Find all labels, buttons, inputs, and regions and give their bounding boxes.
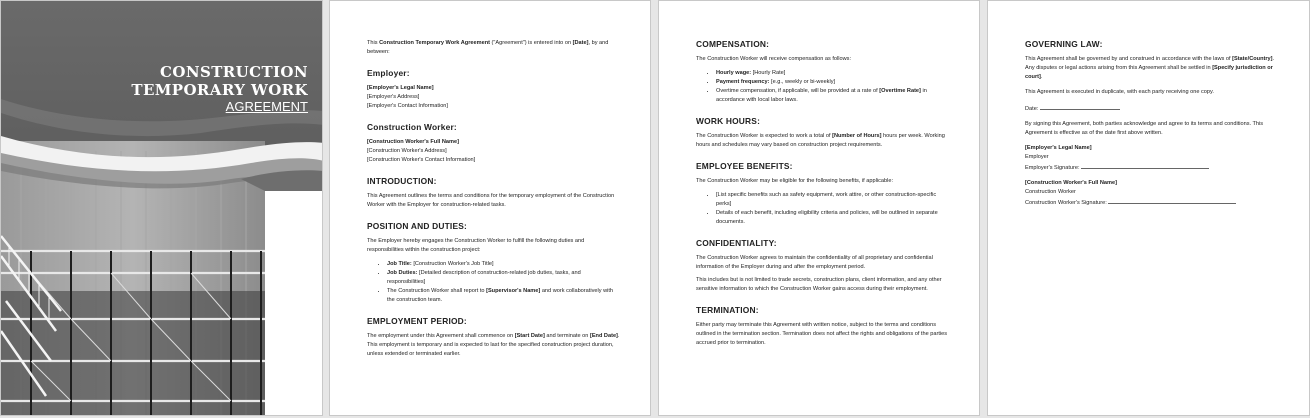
benefits-list: [696, 191, 949, 227]
compensation-text: The Construction Worker will receive compensation as follows:: [696, 56, 852, 62]
work-hours-text: The Construction Worker is expected to work a total of [Number of Hours] hours per week. Working hours and schedules may vary based on construction project requirements.: [696, 133, 945, 148]
list-item: • Overtime compensation, if applicable, will be provided at a rate of [Overtime Rate] in accordance with local labor laws.: [716, 87, 949, 105]
employer-name: [Employer's Legal Name]: [367, 85, 434, 91]
list-item: • The Construction Worker shall report to [Supervisor's Name] and work collaboratively with the construction team.: [387, 287, 620, 305]
list-item: • Job Duties: [Detailed description of construction-related job duties, tasks, and responsibilities]: [387, 269, 620, 287]
employer-block: [367, 84, 620, 111]
duplicate-text: This Agreement is executed in duplicate, with each party receiving one copy.: [1025, 89, 1214, 95]
position-heading: POSITION AND DUTIES:: [367, 221, 468, 231]
worker-block: [367, 138, 620, 165]
list-item: • Job Title: [Construction Worker's Job Title]: [387, 260, 620, 269]
worker-address: [Construction Worker's Address]: [367, 148, 447, 154]
work-hours-heading: WORK HOURS:: [696, 116, 761, 126]
list-item: • Hourly wage: [Hourly Rate]: [716, 69, 949, 78]
list-item: • Details of each benefit, including eligibility criteria and policies, will be outlined in separate documents.: [716, 209, 949, 227]
period-text: The employment under this Agreement shall commence on [Start Date] and terminate on [End Date]. This employment is temporary and is expected to last for the specified construction project duration, unless extended or terminated earlier.: [367, 333, 620, 357]
list-item: • Payment frequency: [e.g., weekly or bi-weekly]: [716, 78, 949, 87]
date-line: Date:: [1025, 103, 1279, 114]
employer-contact: [Employer's Contact Information]: [367, 103, 448, 109]
page-4: [987, 0, 1310, 416]
cover-title-line-2: TEMPORARY WORK: [131, 81, 308, 99]
employer-heading: Employer:: [367, 68, 410, 78]
cover-title-line-1: CONSTRUCTION: [160, 63, 308, 81]
employer-signature-line: Employer's Signature:: [1025, 162, 1279, 173]
compensation-heading: COMPENSATION:: [696, 39, 770, 49]
benefits-heading: EMPLOYEE BENEFITS:: [696, 161, 793, 171]
governing-law-heading: GOVERNING LAW:: [1025, 39, 1103, 49]
cover-title: [131, 63, 308, 115]
page-2: [329, 0, 651, 416]
worker-heading: Construction Worker:: [367, 122, 457, 132]
confidentiality-text-1: The Construction Worker agrees to maintain the confidentiality of all proprietary and confidential information of the Employer during and after the employment period.: [696, 255, 933, 270]
employer-address: [Employer's Address]: [367, 94, 420, 100]
position-text: The Employer hereby engages the Construction Worker to fulfill the following duties and responsibilities within the construction project:: [367, 238, 585, 253]
worker-signature-blank[interactable]: [1108, 197, 1236, 204]
employer-signature-blank[interactable]: [1081, 162, 1209, 169]
worker-signature-line: Construction Worker's Signature:: [1025, 197, 1279, 208]
governing-law-text: This Agreement shall be governed by and construed in accordance with the laws of [State/Country]. Any disputes or legal actions arising from this Agreement shall be settled in [Specify jurisdiction or court].: [1025, 56, 1275, 80]
termination-text: Either party may terminate this Agreement with written notice, subject to the terms and conditions outlined in the termination section. Termination does not affect the rights and obligations of the parties accrued prior to termination.: [696, 322, 948, 346]
confidentiality-heading: CONFIDENTIALITY:: [696, 238, 777, 248]
cover-page: [0, 0, 323, 416]
compensation-list: [696, 69, 949, 105]
cover-title-line-3: AGREEMENT: [225, 99, 308, 114]
page-3: [658, 0, 980, 416]
date-blank[interactable]: [1040, 103, 1120, 110]
worker-sig-name: [Construction Worker's Full Name]: [1025, 180, 1117, 186]
worker-contact: [Construction Worker's Contact Information]: [367, 157, 476, 163]
employer-sig-name: [Employer's Legal Name]: [1025, 145, 1092, 151]
introduction-heading: INTRODUCTION:: [367, 176, 437, 186]
confidentiality-text-2: This includes but is not limited to trade secrets, construction plans, client information, and any other sensitive information to which the Construction Worker gains access during their employment.: [696, 277, 942, 292]
worker-sig-role: Construction Worker: [1025, 189, 1076, 195]
introduction-text: This Agreement outlines the terms and conditions for the temporary employment of the Construction Worker with the Employer for construction-related tasks.: [367, 193, 615, 208]
agreement-intro: This Construction Temporary Work Agreement ("Agreement") is entered into on [Date], by and between:: [367, 40, 609, 55]
signing-text: By signing this Agreement, both parties acknowledge and agree to its terms and conditions. This Agreement is effective as of the date first above written.: [1025, 121, 1264, 136]
list-item: • [List specific benefits such as safety equipment, work attire, or other construction-specific perks]: [716, 191, 949, 209]
worker-name: [Construction Worker's Full Name]: [367, 139, 459, 145]
termination-heading: TERMINATION:: [696, 305, 759, 315]
position-list: [367, 260, 620, 305]
benefits-text: The Construction Worker may be eligible for the following benefits, if applicable:: [696, 178, 894, 184]
period-heading: EMPLOYMENT PERIOD:: [367, 316, 467, 326]
employer-sig-role: Employer: [1025, 154, 1049, 160]
